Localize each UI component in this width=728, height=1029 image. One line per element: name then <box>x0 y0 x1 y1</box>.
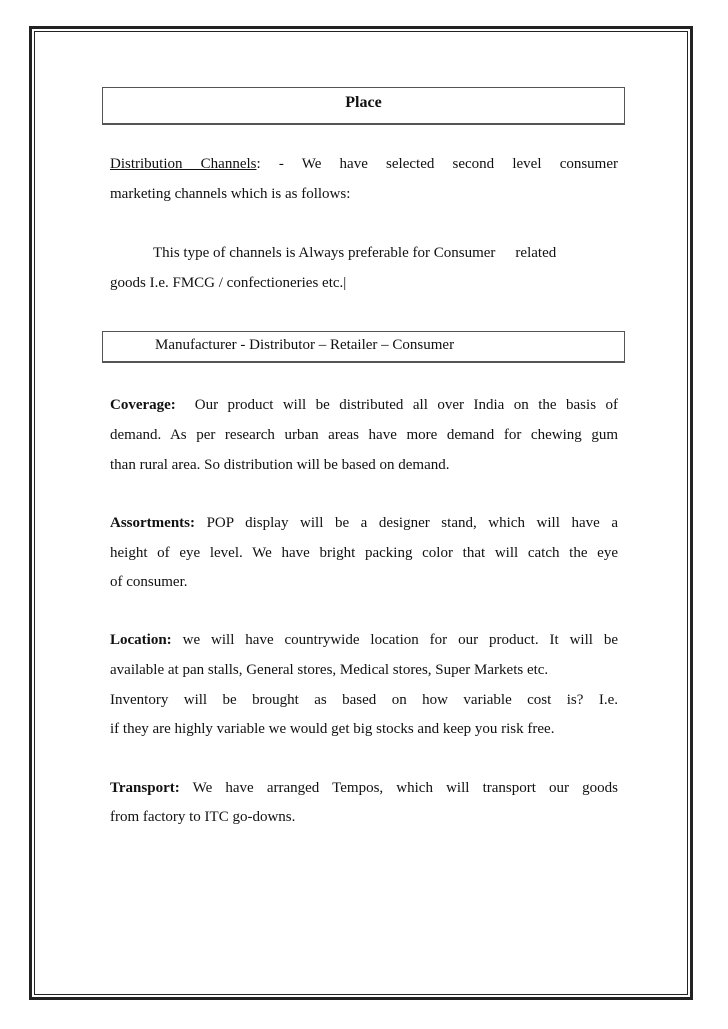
coverage-label: Coverage: <box>110 397 176 413</box>
channel-chain-text: Manufacturer - Distributor – Retailer – Consumer <box>155 337 455 353</box>
assortments-line-3: of consumer. <box>110 574 188 590</box>
coverage-line-2: demand. As per research urban areas have more demand for chewing gum <box>110 427 618 443</box>
distribution-label: Distribution Channels <box>110 156 257 172</box>
location-line-2: available at pan stalls, General stores, Medical stores, Super Markets etc. <box>110 662 549 678</box>
channel-chain-box <box>102 331 625 363</box>
distribution-line-4: goods I.e. FMCG / confectioneries etc.| <box>110 275 347 291</box>
location-label: Location: <box>110 632 172 648</box>
distribution-line-3 <box>110 245 618 262</box>
distribution-line-2: marketing channels which is as follows: <box>110 186 351 202</box>
assortments-line-1 <box>110 515 618 532</box>
distribution-line-3-text: This type of channels is Always preferable for Consumer <box>153 245 496 261</box>
location-line-3: Inventory will be brought as based on how variable cost is? I.e. <box>110 692 618 708</box>
coverage-line-1 <box>110 397 618 414</box>
location-line-4: if they are highly variable we would get big stocks and keep you risk free. <box>110 721 555 737</box>
coverage-line-1-text: Our product will be distributed all over India on the basis of <box>194 397 618 413</box>
distribution-line-1-text: : - We have selected second level consumer <box>256 156 619 172</box>
location-line-1-text: we will have countrywide location for our product. It will be <box>182 632 619 648</box>
coverage-line-3: than rural area. So distribution will be based on demand. <box>110 457 450 473</box>
distribution-line-3-end: related <box>515 245 557 261</box>
location-line-1 <box>110 632 618 649</box>
distribution-line-1 <box>110 156 618 173</box>
transport-label: Transport: <box>110 780 180 796</box>
page-border-inner <box>34 31 688 995</box>
transport-line-2: from factory to ITC go-downs. <box>110 809 296 825</box>
section-title: Place <box>102 87 625 125</box>
assortments-line-2: height of eye level. We have bright packing color that will catch the eye <box>110 545 618 561</box>
transport-line-1-text: We have arranged Tempos, which will transport our goods <box>192 780 619 796</box>
assortments-line-1-text: POP display will be a designer stand, which will have a <box>206 515 619 531</box>
assortments-label: Assortments: <box>110 515 195 531</box>
transport-line-1 <box>110 780 618 797</box>
